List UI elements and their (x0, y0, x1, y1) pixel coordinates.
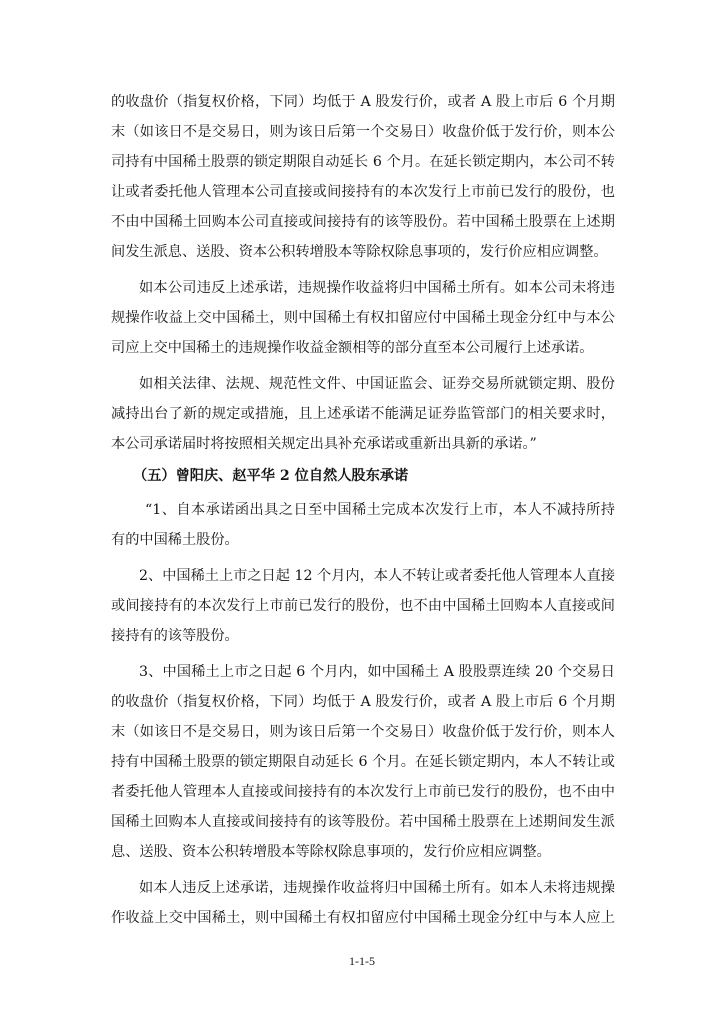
text-line: 司应上交中国稀土的违规操作收益金额相等的部分直至本公司履行上述承诺。 (111, 340, 594, 356)
text-line: 如本人违反上述承诺，违规操作收益将归中国稀土所有。如本人未将违规操 (139, 880, 615, 896)
text-line: 规操作收益上交中国稀土，则中国稀土有权扣留应付中国稀土现金分红中与本公 (111, 310, 615, 326)
text-line: 或间接持有的本次发行上市前已发行的股份，也不由中国稀土回购本人直接或间 (111, 598, 615, 614)
text-line: 末（如该日不是交易日，则为该日后第一个交易日）收盘价低于发行价，则本人 (111, 724, 615, 740)
page-number: 1-1-5 (349, 954, 375, 968)
text-line: 3、中国稀土上市之日起 6 个月内，如中国稀土 A 股股票连续 20 个交易日 (139, 664, 615, 680)
text-line: 的收盘价（指复权价格，下同）均低于 A 股发行价，或者 A 股上市后 6 个月期 (111, 694, 615, 710)
text-line: 息、送股、资本公积转增股本等除权除息事项的，发行价应相应调整。 (111, 844, 551, 860)
text-line: 末（如该日不是交易日，则为该日后第一个交易日）收盘价低于发行价，则本公 (111, 124, 615, 140)
text-line: 不由中国稀土回购本公司直接或间接持有的该等股份。若中国稀土股票在上述期 (111, 214, 615, 230)
text-line: 国稀土回购本人直接或间接持有的该等股份。若中国稀土股票在上述期间发生派 (111, 814, 615, 830)
text-line: “1、自本承诺函出具之日至中国稀土完成本次发行上市，本人不减持所持 (145, 502, 615, 518)
text-line: 减持出台了新的规定或措施，且上述承诺不能满足证券监管部门的相关要求时， (111, 406, 615, 422)
text-line: 者委托他人管理本人直接或间接持有的本次发行上市前已发行的股份，也不由中 (111, 784, 615, 800)
text-line: 如相关法律、法规、规范性文件、中国证监会、证券交易所就锁定期、股份 (139, 376, 615, 392)
text-line: 作收益上交中国稀土，则中国稀土有权扣留应付中国稀土现金分红中与本人应上 (111, 910, 615, 926)
text-line: 的收盘价（指复权价格，下同）均低于 A 股发行价，或者 A 股上市后 6 个月期 (111, 94, 615, 110)
text-line: 本公司承诺届时将按照相关规定出具补充承诺或重新出具新的承诺。” (111, 436, 537, 452)
text-line: 间发生派息、送股、资本公积转增股本等除权除息事项的，发行价应相应调整。 (111, 244, 608, 260)
section-heading: （五）曾阳庆、赵平华 2 位自然人股东承诺 (133, 468, 409, 484)
text-line: 持有中国稀土股票的锁定期限自动延长 6 个月。在延长锁定期内，本人不转让或 (111, 754, 615, 770)
text-line: 让或者委托他人管理本公司直接或间接持有的本次发行上市前已发行的股份，也 (111, 184, 615, 200)
text-line: 有的中国稀土股份。 (111, 532, 239, 548)
text-line: 接持有的该等股份。 (111, 628, 239, 644)
text-line: 2、中国稀土上市之日起 12 个月内，本人不转让或者委托他人管理本人直接 (139, 568, 615, 584)
text-line: 如本公司违反上述承诺，违规操作收益将归中国稀土所有。如本公司未将违 (139, 280, 615, 296)
text-line: 司持有中国稀土股票的锁定期限自动延长 6 个月。在延长锁定期内，本公司不转 (111, 154, 615, 170)
